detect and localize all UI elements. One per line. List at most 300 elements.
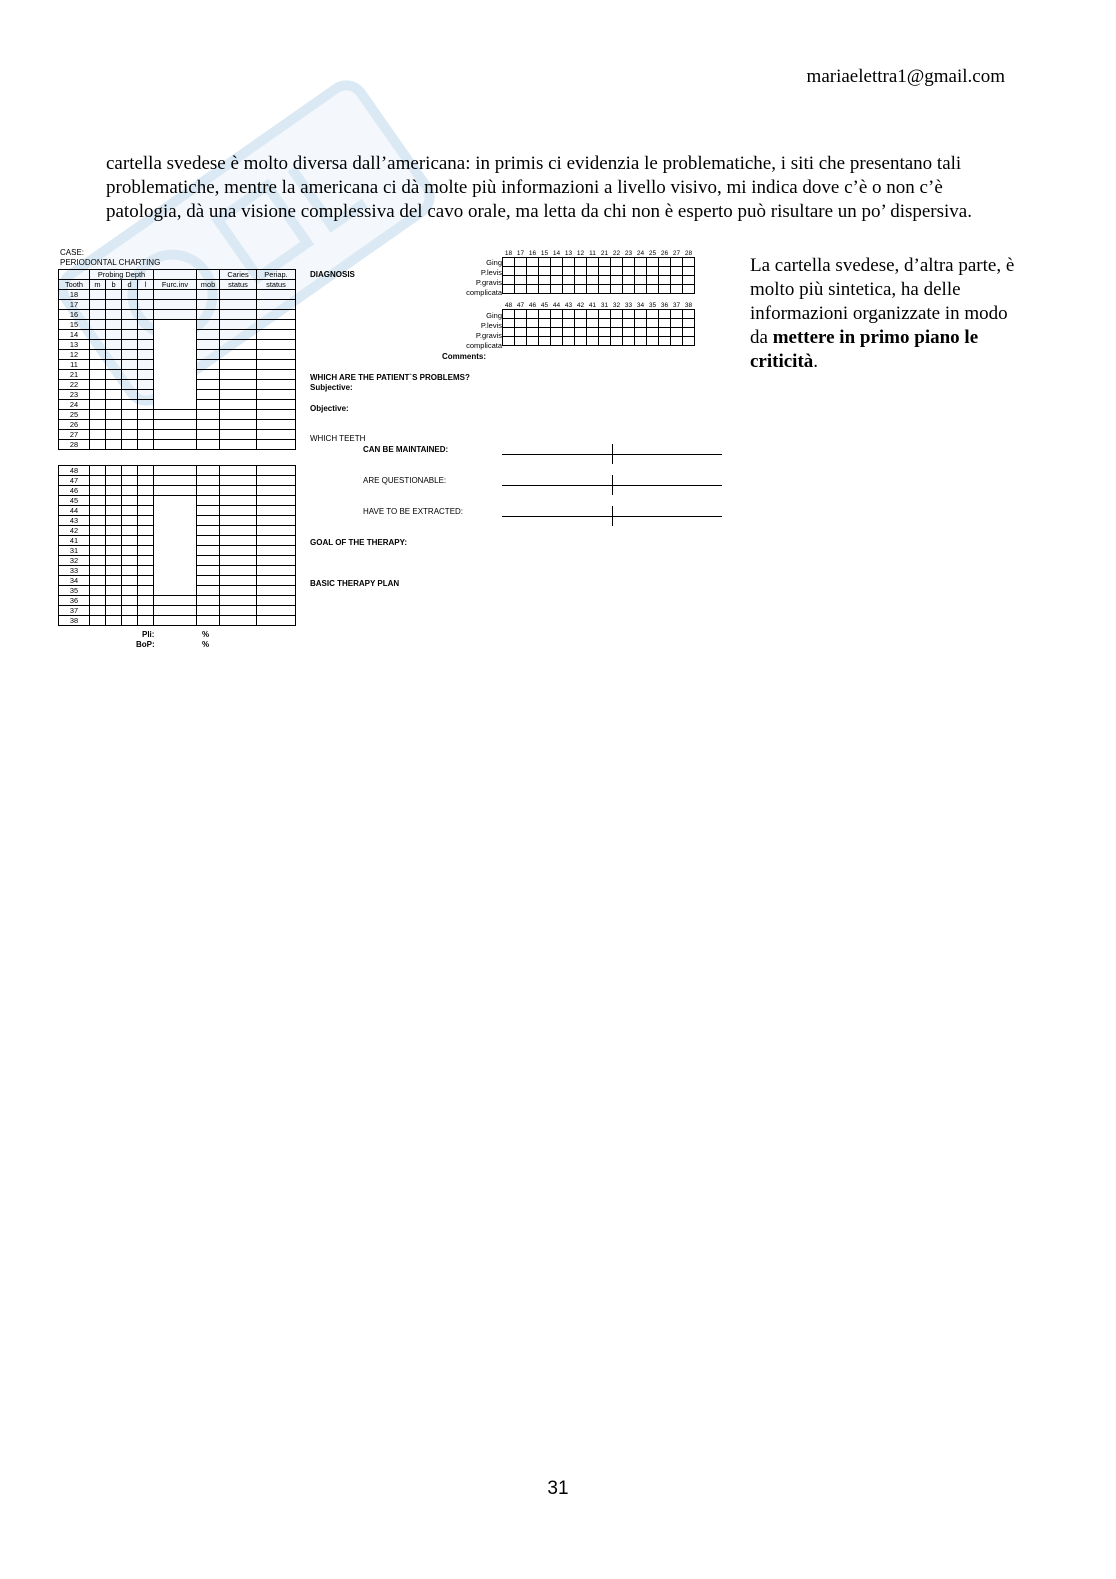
probing-cell [90,340,106,350]
probing-cell [122,420,138,430]
mobility-cell [197,486,220,496]
caries-cell [220,430,257,440]
diag-tooth-number: 46 [528,302,537,309]
caries-cell [220,526,257,536]
probing-cell [106,576,122,586]
diag-cell [503,276,515,285]
diag-cell [563,328,575,337]
diag-cell [647,285,659,294]
probing-cell [138,410,154,420]
diag-tooth-number: 13 [564,250,573,257]
furcation-cell [154,586,197,596]
probing-cell [122,546,138,556]
questionable-tick [612,475,613,495]
probing-cell [90,586,106,596]
chart-row [59,586,296,596]
tooth-number-cell: 43 [59,516,90,526]
probing-cell [122,486,138,496]
diag-tooth-number: 31 [600,302,609,309]
probing-cell [106,526,122,536]
m-header: m [90,280,106,290]
diag-row-label: P.gravis [475,331,502,340]
mobility-cell [197,556,220,566]
periap-cell [257,390,296,400]
diag-cell [671,319,683,328]
probing-cell [122,466,138,476]
diag-cell [659,258,671,267]
diag-cell [623,310,635,319]
caries-cell [220,320,257,330]
diag-cell [611,258,623,267]
diag-cell [515,258,527,267]
probing-cell [90,350,106,360]
diag-cell [503,285,515,294]
tooth-number-cell: 42 [59,526,90,536]
probing-cell [138,350,154,360]
probing-cell [106,310,122,320]
diag-cell [635,337,647,346]
probing-depth-header: Probing Depth [90,270,154,280]
probing-cell [122,556,138,566]
periap-cell [257,616,296,626]
probing-cell [90,476,106,486]
diag-cell [563,310,575,319]
diag-cell [671,285,683,294]
probing-cell [90,290,106,300]
probing-cell [90,556,106,566]
diag-cell [503,267,515,276]
diag-cell [635,267,647,276]
mobility-cell [197,506,220,516]
mobility-cell [197,496,220,506]
diag-row [503,285,695,294]
probing-cell [122,526,138,536]
side-text-bold: mettere in primo piano le criticità [750,327,979,372]
diag-cell [551,319,563,328]
probing-cell [138,546,154,556]
intro-paragraph: cartella svedese è molto diversa dall’americana: in primis ci evidenzia le problematiche, i siti che presentano tali problematiche, mentre la americana ci dà molte più informazioni a livello visivo, mi indica dove c’è o non c’è patologia, dà una visione complessiva del cavo orale, ma letta da chi non è esperto può risultare un po’ dispersiva. [106,153,972,222]
diag-row-label: P.levis [480,321,502,330]
chart-row [59,370,296,380]
probing-cell [90,310,106,320]
furcation-cell [154,390,197,400]
upper-diagnosis-grid [502,249,695,294]
diag-tooth-number: 25 [648,250,657,257]
periap-cell [257,486,296,496]
furcation-cell [154,536,197,546]
periap-cell [257,350,296,360]
diag-number-row [503,301,695,310]
caries-cell [220,546,257,556]
probing-cell [138,476,154,486]
probing-cell [90,360,106,370]
probing-cell [122,410,138,420]
furcation-cell [154,400,197,410]
periap-cell [257,340,296,350]
probing-cell [106,320,122,330]
caries-cell [220,616,257,626]
lower-diagnosis-grid [502,301,695,346]
diag-cell [659,337,671,346]
probing-cell [90,606,106,616]
diag-cell [575,267,587,276]
diag-cell [599,328,611,337]
chart-row [59,476,296,486]
diag-cell [551,328,563,337]
diag-cell [587,276,599,285]
probing-cell [106,486,122,496]
probing-cell [138,566,154,576]
furcation-cell [154,616,197,626]
diag-row-label: complicata [466,288,502,297]
diag-row [503,267,695,276]
probing-cell [90,466,106,476]
probing-cell [122,350,138,360]
diag-cell [527,267,539,276]
diag-row [503,337,695,346]
tooth-number-cell: 15 [59,320,90,330]
diag-cell [599,337,611,346]
diag-cell [539,328,551,337]
furcation-cell [154,606,197,616]
tooth-number-cell: 28 [59,440,90,450]
which-teeth-label: WHICH TEETH [310,434,366,443]
probing-cell [138,466,154,476]
tooth-number-cell: 31 [59,546,90,556]
diag-row-label: P.gravis [475,278,502,287]
probing-cell [106,290,122,300]
diag-cell [671,328,683,337]
probing-cell [138,290,154,300]
tooth-number-cell: 27 [59,430,90,440]
diag-cell [563,285,575,294]
tooth-number-cell: 34 [59,576,90,586]
probing-cell [90,410,106,420]
diag-cell [515,328,527,337]
diag-row [503,258,695,267]
probing-cell [90,546,106,556]
questionable-label: ARE QUESTIONABLE: [363,476,447,485]
probing-cell [106,586,122,596]
caries-cell [220,596,257,606]
diag-cell [551,267,563,276]
furcation-cell [154,340,197,350]
diag-cell [515,285,527,294]
diag-cell [623,319,635,328]
periap-cell [257,410,296,420]
chart-row [59,466,296,476]
probing-cell [122,496,138,506]
probing-cell [106,350,122,360]
probing-cell [122,606,138,616]
probing-cell [90,370,106,380]
tooth-number-cell: 32 [59,556,90,566]
tooth-number-cell: 36 [59,596,90,606]
diag-cell [635,276,647,285]
caries-cell [220,380,257,390]
tooth-number-cell: 47 [59,476,90,486]
probing-cell [122,360,138,370]
furcation-cell [154,370,197,380]
mobility-cell [197,526,220,536]
mobility-cell [197,380,220,390]
probing-cell [122,506,138,516]
periap-cell [257,360,296,370]
diag-cell [611,310,623,319]
diag-cell [659,328,671,337]
periap-cell [257,400,296,410]
diag-tooth-number: 34 [636,302,645,309]
diag-cell [647,310,659,319]
caries-cell [220,390,257,400]
tooth-number-cell: 21 [59,370,90,380]
chart-row [59,320,296,330]
diag-cell [599,276,611,285]
probing-cell [106,476,122,486]
diag-cell [527,337,539,346]
diag-row-label: P.levis [480,268,502,277]
probing-cell [90,420,106,430]
caries-cell [220,576,257,586]
probing-cell [106,340,122,350]
probing-cell [138,420,154,430]
diag-cell [611,267,623,276]
diag-tooth-number: 21 [600,250,609,257]
diag-tooth-number: 27 [672,250,681,257]
mobility-cell [197,290,220,300]
probing-cell [122,586,138,596]
tooth-number-cell: 12 [59,350,90,360]
diag-cell [683,319,695,328]
pli-percent: % [202,630,210,639]
diag-cell [587,267,599,276]
diag-tooth-number: 17 [516,250,525,257]
mobility-cell [197,440,220,450]
chart-row [59,390,296,400]
tooth-number-cell: 14 [59,330,90,340]
probing-cell [138,370,154,380]
periap-cell [257,440,296,450]
probing-cell [106,400,122,410]
caries-cell [220,400,257,410]
chart-row [59,596,296,606]
diag-cell [587,258,599,267]
probing-cell [122,576,138,586]
diag-cell [587,310,599,319]
tooth-number-cell: 37 [59,606,90,616]
tooth-number-cell: 24 [59,400,90,410]
diag-row [503,319,695,328]
probing-cell [106,556,122,566]
tooth-number-cell: 46 [59,486,90,496]
probing-cell [122,516,138,526]
probing-cell [90,320,106,330]
tooth-number-cell: 38 [59,616,90,626]
diag-cell [599,258,611,267]
charting-title: PERIODONTAL CHARTING [60,258,161,267]
d-header: d [122,280,138,290]
furcation-cell [154,526,197,536]
diag-cell [683,258,695,267]
probing-cell [90,390,106,400]
diag-row [503,276,695,285]
objective-label: Objective: [310,404,349,413]
probing-cell [122,400,138,410]
furcation-cell [154,486,197,496]
probing-cell [106,606,122,616]
periap-cell [257,566,296,576]
maintained-tick [612,444,613,464]
periap-cell [257,596,296,606]
diag-row [503,328,695,337]
chart-row [59,506,296,516]
goal-label: GOAL OF THE THERAPY: [310,538,408,547]
mobility-cell [197,390,220,400]
tooth-number-cell: 44 [59,506,90,516]
diag-cell [503,258,515,267]
diag-cell [587,319,599,328]
mobility-cell [197,606,220,616]
probing-cell [106,420,122,430]
diag-cell [587,337,599,346]
mobility-cell [197,320,220,330]
mobility-cell [197,350,220,360]
tooth-number-cell: 13 [59,340,90,350]
furcation-cell [154,410,197,420]
diag-cell [599,319,611,328]
probing-cell [122,536,138,546]
comments-label: Comments: [442,352,487,361]
side-text-end: . [813,351,819,372]
diag-cell [635,285,647,294]
chart-row [59,430,296,440]
periap-cell [257,430,296,440]
probing-cell [138,526,154,536]
diag-tooth-number: 23 [624,250,633,257]
probing-cell [122,430,138,440]
diag-cell [563,267,575,276]
diag-cell [683,310,695,319]
diag-number-row [503,249,695,258]
probing-cell [106,360,122,370]
diag-cell [647,328,659,337]
diag-tooth-number: 36 [660,302,669,309]
diag-tooth-number: 44 [552,302,561,309]
probing-cell [138,536,154,546]
chart-row [59,360,296,370]
periap-cell [257,290,296,300]
diag-cell [683,267,695,276]
tooth-number-cell: 18 [59,290,90,300]
problems-label: WHICH ARE THE PATIENT`S PROBLEMS? [310,373,470,382]
caries-cell [220,310,257,320]
caries-cell [220,506,257,516]
diag-cell [587,285,599,294]
probing-cell [138,576,154,586]
diag-cell [527,258,539,267]
diag-cell [659,310,671,319]
periap-cell [257,330,296,340]
caries-cell [220,496,257,506]
diag-tooth-number: 35 [648,302,657,309]
diag-cell [551,258,563,267]
diag-tooth-number: 42 [576,302,585,309]
mobility-cell [197,340,220,350]
periap-status-header: status [257,280,296,290]
diag-cell [551,337,563,346]
extracted-label: HAVE TO BE EXTRACTED: [363,507,464,516]
diag-cell [635,319,647,328]
caries-status-header: status [220,280,257,290]
furcation-cell [154,466,197,476]
diag-cell [563,276,575,285]
caries-cell [220,300,257,310]
maintained-label: CAN BE MAINTAINED: [363,445,449,454]
diag-cell [647,337,659,346]
chart-row [59,420,296,430]
probing-cell [106,506,122,516]
diag-cell [527,285,539,294]
mob-header: mob [197,280,220,290]
probing-cell [106,566,122,576]
diag-tooth-number: 43 [564,302,573,309]
probing-cell [122,300,138,310]
furcation-cell [154,330,197,340]
diag-tooth-number: 41 [588,302,597,309]
diag-cell [623,337,635,346]
diag-cell [575,328,587,337]
mobility-cell [197,576,220,586]
probing-cell [122,566,138,576]
probing-cell [138,430,154,440]
lower-diag-labels [442,311,502,351]
diag-cell [539,258,551,267]
diag-cell [623,267,635,276]
diag-cell [671,267,683,276]
diag-cell [623,285,635,294]
tooth-number-cell: 23 [59,390,90,400]
diag-cell [611,285,623,294]
probing-cell [106,440,122,450]
diag-cell [599,267,611,276]
probing-cell [106,536,122,546]
periap-cell [257,526,296,536]
probing-cell [106,546,122,556]
diag-cell [515,319,527,328]
probing-cell [138,400,154,410]
diag-cell [575,310,587,319]
furc-header: Furc.inv [154,280,197,290]
chart-row [59,380,296,390]
probing-cell [122,340,138,350]
chart-row [59,606,296,616]
chart-row [59,340,296,350]
caries-cell [220,466,257,476]
diag-cell [515,310,527,319]
probing-cell [90,506,106,516]
probing-cell [122,370,138,380]
tooth-number-cell: 16 [59,310,90,320]
tooth-number-cell: 45 [59,496,90,506]
furcation-cell [154,380,197,390]
probing-cell [90,440,106,450]
diag-cell [503,310,515,319]
b-header: b [106,280,122,290]
diag-cell [683,328,695,337]
probing-cell [90,566,106,576]
probing-cell [138,616,154,626]
diag-tooth-number: 14 [552,250,561,257]
